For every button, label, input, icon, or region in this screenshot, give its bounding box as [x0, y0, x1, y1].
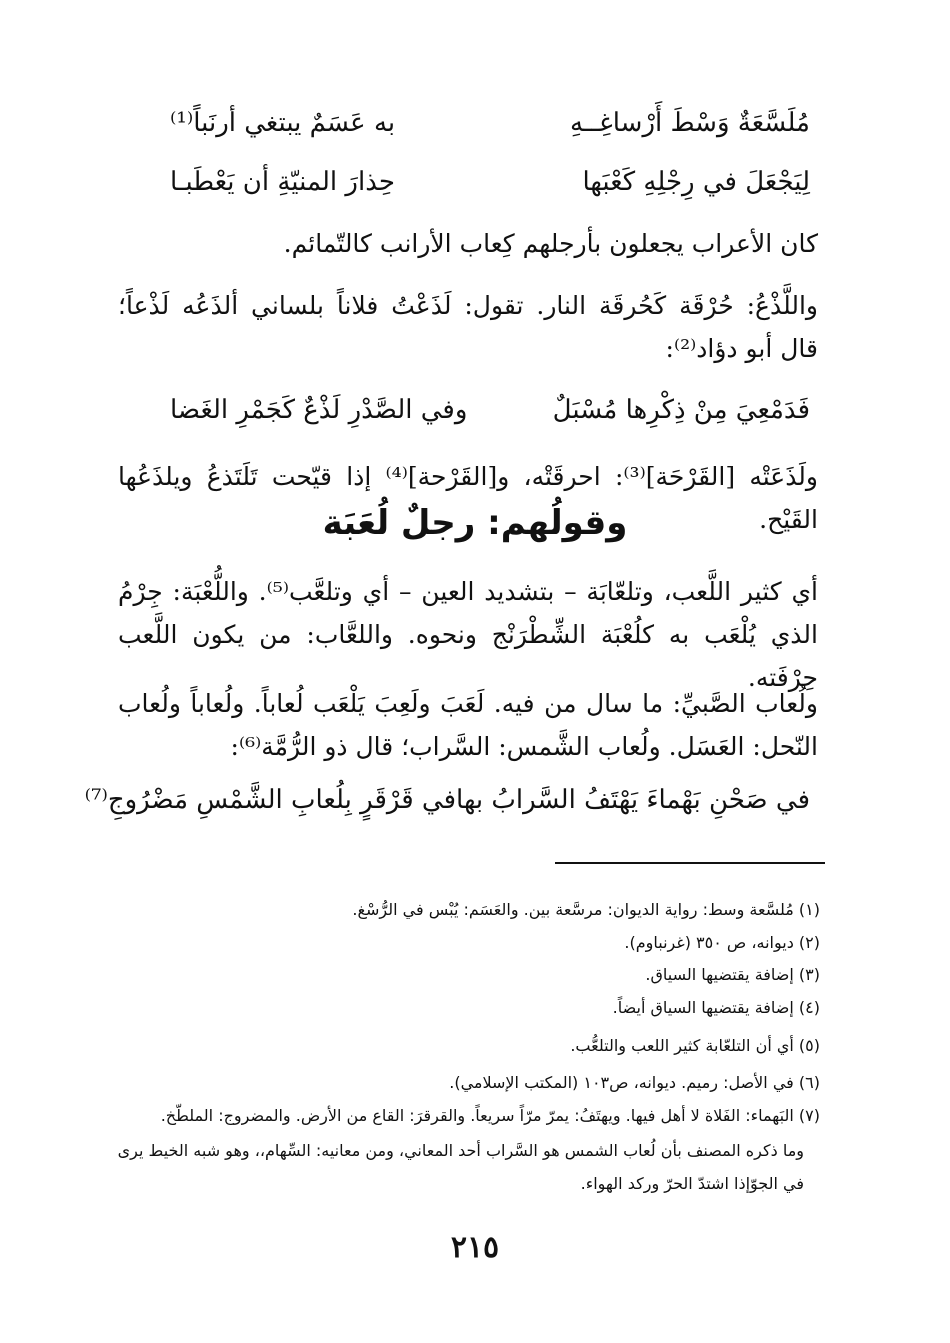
verse-1-first-hemistich: مُلَسَّعَةٌ وَسْطَ أَرْساغِــهِ: [569, 108, 810, 138]
footnote-2: (٢) ديوانه، ص ٣٥٠ (غرنباوم).: [624, 933, 820, 952]
verse-3-second-hemistich: وفي الصَّدْرِ لَذْعٌ كَجَمْرِ الغَضا: [170, 395, 468, 425]
footnote-7: (٧) البَهماء: الفَلاة لا أهل فيها. ويهتَفُ: يمرّ مرّاً سريعاً. والقرقرَ: القاع من الأرض. والمضروج: الملطّخ.: [160, 1106, 820, 1125]
verse-1: [170, 108, 810, 138]
verse-4-first-hemistich: في صَحْنِ بَهْماءَ يَهْتَفُ السَّرابُ بها: [456, 785, 810, 815]
footnote-7-continuation: وما ذكره المصنف بأن لُعاب الشمس هو السَّراب أحد المعاني، ومن معانيه: السِّهام،، وهو شبه الخيط يرى في الجوّإذا اشتدّ الحرّ وركد الهواء.: [117, 1141, 804, 1193]
paragraph-qarha: ولَذَعَتْه [القَرْحَة]⁽³⁾: احرقَتْه، و[القَرْحة]⁽⁴⁾ إذا قيّحت تَلَتَذعُ ويلذَعُها القَيْح.: [118, 462, 819, 534]
paragraph-luab: ولُعاب الصَّبيِّ: ما سال من فيه. لَعَبَ ولَعِبَ يَلْعَب لُعاباً. ولُعاباً ولُعاب النّحل: العَسَل. ولُعاب الشَّمس: السَّراب؛ قال ذو الرُّمَّة⁽⁶⁾:: [118, 689, 818, 761]
paragraph-amulets: كان الأعراب يجعلون بأرجلهم كِعاب الأرانب كالتّمائم.: [283, 229, 818, 258]
verse-3: [170, 395, 810, 425]
verse-1-second-hemistich: به عَسَمٌ يبتغي أرنَباً⁽¹⁾: [170, 108, 396, 138]
verse-4: [84, 785, 810, 815]
paragraph-ladh: واللَّذْعُ: حُرْقَة كَحُرقَة النار. تقول: لَذَعْتُ فلاناً بلساني ألذَعُه لَذْعاً؛ قال أبو دؤاد⁽²⁾:: [118, 291, 818, 363]
footnote-5: (٥) أي أن التلعّابة كثير اللعب والتلعُّب.: [570, 1036, 820, 1055]
verse-2: [170, 167, 810, 197]
paragraph-luaba: أي كثير اللَّعب، وتلعّابَة – بتشديد العين – أي وتلعَّب⁽⁵⁾. واللُّعْبَة: جِرْمُ الذي يُلْعَب به كلُعْبَة الشِّطْرَنْج ونحوه. واللعَّاب: من يكون اللَّعب حِرْفَته.: [118, 577, 818, 692]
footnote-separator: [555, 862, 825, 864]
footnote-1: (١) مُلسَّعة وسط: رواية الديوان: مرسَّعة بين. والعَسَم: يُبْس في الرُّسْغ.: [352, 900, 820, 919]
verse-3-first-hemistich: فَدَمْعِيَ مِنْ ذِكْرِها مُسْبَلٌ: [552, 395, 810, 425]
verse-2-second-hemistich: حِذارَ المنيّةِ أن يَعْطَبـا: [170, 167, 395, 197]
footnote-6: (٦) في الأصل: رميم. ديوانه، ص١٠٣ (المكتب الإسلامي).: [449, 1073, 820, 1092]
verse-4-second-hemistich: في قَرْقَرٍ بِلُعابِ الشَّمْسِ مَضْرُوجِ⁽⁷⁾: [84, 785, 457, 815]
footnote-3: (٣) إضافة يقتضيها السياق.: [645, 965, 820, 984]
section-heading: وقولُهم: رجلٌ لُعَبَة: [322, 503, 628, 543]
page-number: ٢١٥: [450, 1230, 500, 1265]
footnote-4: (٤) إضافة يقتضيها السياق أيضاً.: [612, 998, 820, 1017]
verse-2-first-hemistich: لِيَجْعَلَ في رِجْلِهِ كَعْبَها: [582, 167, 810, 197]
